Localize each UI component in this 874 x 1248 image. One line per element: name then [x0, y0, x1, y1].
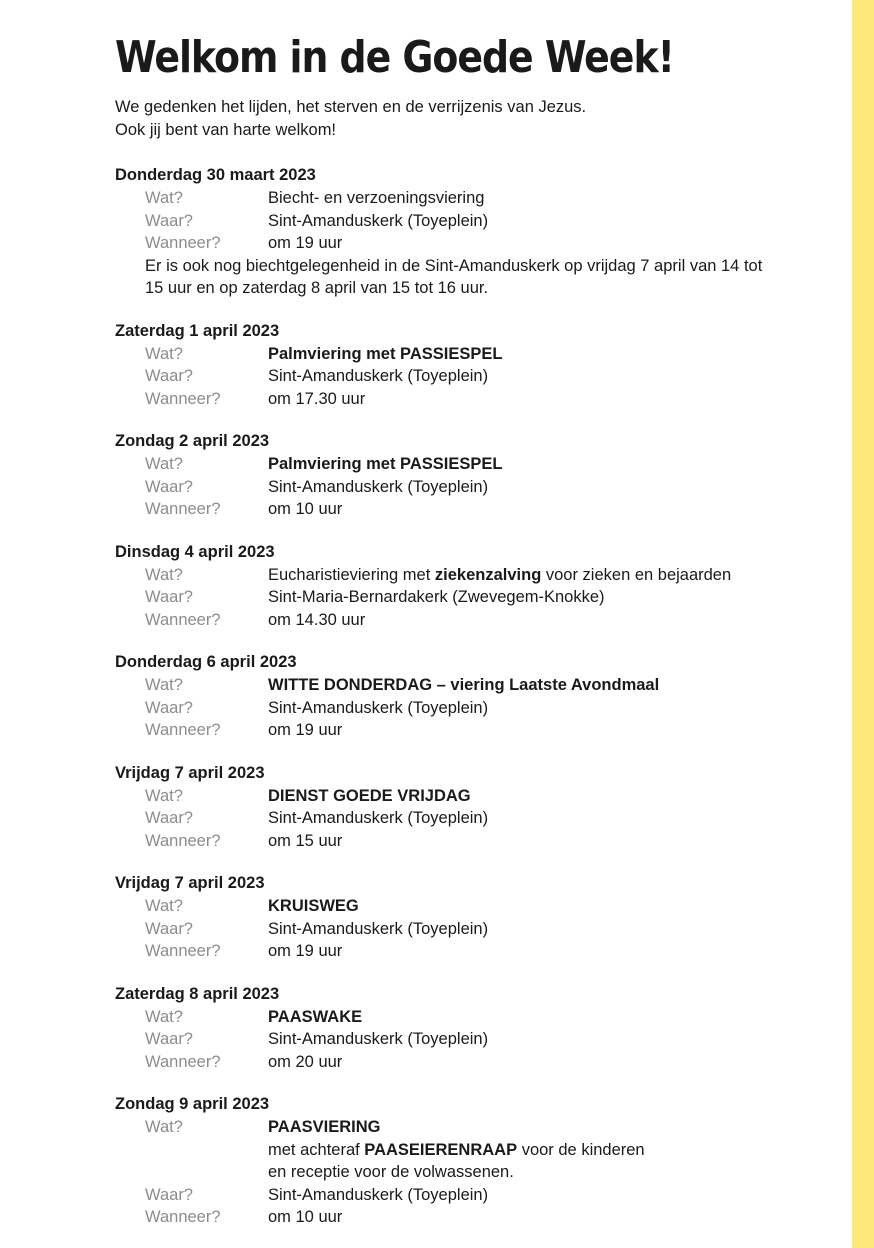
wanneer-label: Wanneer? — [145, 610, 221, 629]
waar-row — [115, 586, 835, 609]
wat-value — [268, 1161, 835, 1184]
wat-row — [115, 895, 835, 918]
wanneer-row — [115, 1051, 835, 1074]
wanneer-label: Wanneer? — [145, 500, 221, 518]
wanneer-row — [115, 498, 835, 521]
day-block — [115, 430, 835, 521]
waar-value: Sint-Amanduskerk (Toyeplein) — [268, 919, 489, 938]
day-title: Vrijdag 7 april 2023 — [115, 874, 265, 892]
waar-row — [115, 365, 835, 388]
wanneer-value: om 19 uur — [268, 234, 343, 252]
wat-value — [268, 1116, 835, 1139]
waar-value: Sint-Maria-Bernardakerk (Zwevegem-Knokke) — [268, 588, 605, 606]
wanneer-row — [115, 1206, 835, 1229]
day-block — [115, 983, 835, 1074]
waar-label: Waar? — [145, 1185, 193, 1204]
wanneer-value: om 19 uur — [268, 942, 343, 960]
wat-row — [115, 1006, 835, 1029]
wat-label: Wat? — [145, 897, 183, 915]
day-note: Er is ook nog biechtgelegenheid in de Sint-Amanduskerk op vrijdag 7 april van 14 tot 15 uur en op zaterdag 8 april van 15 tot 16 uur. — [145, 256, 763, 297]
wanneer-value: om 10 uur — [268, 1208, 343, 1226]
day-title: Vrijdag 7 april 2023 — [115, 763, 265, 782]
wanneer-label: Wanneer? — [145, 389, 221, 408]
value-text: en receptie voor de volwassenen. — [268, 1163, 514, 1181]
wat-label: Wat? — [145, 1007, 183, 1026]
highlight-text: Palmviering met PASSIESPEL — [268, 344, 503, 363]
wanneer-value: om 20 uur — [268, 1052, 343, 1071]
day-title: Dinsdag 4 april 2023 — [115, 542, 275, 561]
day-block — [115, 164, 835, 300]
day-title: Donderdag 30 maart 2023 — [115, 166, 316, 184]
wanneer-row — [115, 388, 835, 411]
wat-label: Wat? — [145, 565, 183, 584]
waar-row — [115, 918, 835, 941]
day-title: Zaterdag 8 april 2023 — [115, 984, 280, 1003]
highlight-text: Palmviering met PASSIESPEL — [268, 455, 503, 473]
waar-row — [115, 210, 835, 233]
highlight-text: PAASWAKE — [268, 1007, 363, 1026]
wat-label — [145, 1161, 268, 1184]
wanneer-label: Wanneer? — [145, 721, 221, 739]
waar-value: Sint-Amanduskerk (Toyeplein) — [268, 698, 489, 717]
day-block — [115, 762, 835, 853]
wat-value — [268, 187, 835, 210]
wanneer-value: om 17.30 uur — [268, 389, 366, 408]
wat-value — [268, 785, 835, 808]
wanneer-value: om 15 uur — [268, 831, 343, 850]
wat-row — [115, 785, 835, 808]
wat-value — [268, 453, 835, 476]
waar-label: Waar? — [145, 809, 193, 827]
wat-value — [268, 674, 835, 697]
waar-row — [115, 807, 835, 830]
wat-value — [268, 564, 835, 587]
wat-row — [115, 564, 835, 587]
value-text: voor zieken en bejaarden — [541, 565, 732, 584]
wanneer-value: om 19 uur — [268, 721, 343, 739]
highlight-text: PAASEIERENRAAP — [364, 1140, 518, 1159]
waar-label: Waar? — [145, 211, 193, 230]
wanneer-label: Wanneer? — [145, 831, 221, 850]
wanneer-value: om 10 uur — [268, 500, 343, 518]
wat-label: Wat? — [145, 189, 183, 207]
day-block — [115, 651, 835, 742]
waar-label: Waar? — [145, 588, 193, 606]
value-text: Eucharistieviering met — [268, 565, 435, 584]
wanneer-row — [115, 609, 835, 632]
wat-row — [115, 187, 835, 210]
day-block — [115, 872, 835, 963]
waar-row — [115, 1184, 835, 1207]
value-text: voor de kinderen — [517, 1140, 645, 1159]
highlight-text: PAASVIERING — [268, 1118, 381, 1136]
highlight-text: KRUISWEG — [268, 897, 359, 915]
wanneer-row — [115, 232, 835, 255]
wat-value — [268, 1139, 835, 1162]
wanneer-row — [115, 940, 835, 963]
waar-value: Sint-Amanduskerk (Toyeplein) — [268, 1185, 489, 1204]
waar-value: Sint-Amanduskerk (Toyeplein) — [268, 211, 489, 230]
wanneer-label: Wanneer? — [145, 942, 221, 960]
wat-row — [115, 1116, 835, 1139]
wanneer-label: Wanneer? — [145, 234, 221, 252]
waar-row — [115, 697, 835, 720]
waar-label: Waar? — [145, 477, 193, 496]
wat-row — [115, 674, 835, 697]
wanneer-label: Wanneer? — [145, 1208, 221, 1226]
wanneer-value: om 14.30 uur — [268, 610, 366, 629]
day-block — [115, 541, 835, 632]
day-title: Donderdag 6 april 2023 — [115, 653, 297, 671]
day-title: Zondag 2 april 2023 — [115, 432, 270, 450]
wat-value — [268, 895, 835, 918]
intro-line: Ook jij bent van harte welkom! — [115, 120, 337, 139]
highlight-text: ziekenzalving — [434, 565, 542, 584]
waar-label: Waar? — [145, 919, 193, 938]
side-stripe — [852, 0, 874, 1248]
waar-label: Waar? — [145, 367, 193, 385]
value-text: Biecht- en verzoeningsviering — [268, 189, 485, 207]
wanneer-label: Wanneer? — [145, 1052, 221, 1071]
schedule — [115, 164, 835, 1229]
wat-value — [268, 343, 835, 366]
intro-text — [115, 96, 795, 141]
wat-label: Wat? — [145, 1118, 183, 1136]
wat-value — [268, 1006, 835, 1029]
intro-line: We gedenken het lijden, het sterven en de verrijzenis van Jezus. — [115, 98, 587, 116]
wat-label: Wat? — [145, 455, 183, 473]
waar-value: Sint-Amanduskerk (Toyeplein) — [268, 367, 489, 385]
wat-row — [115, 453, 835, 476]
waar-row — [115, 1028, 835, 1051]
waar-label: Waar? — [145, 1030, 193, 1048]
day-block — [115, 1093, 835, 1229]
waar-value: Sint-Amanduskerk (Toyeplein) — [268, 1030, 489, 1048]
day-block — [115, 320, 835, 411]
wat-row — [115, 343, 835, 366]
highlight-text: DIENST GOEDE VRIJDAG — [268, 786, 471, 805]
wanneer-row — [115, 830, 835, 853]
value-text: met achteraf — [268, 1140, 365, 1159]
waar-value: Sint-Amanduskerk (Toyeplein) — [268, 477, 489, 496]
wat-label: Wat? — [145, 676, 183, 694]
waar-value: Sint-Amanduskerk (Toyeplein) — [268, 809, 489, 827]
wat-row — [115, 1139, 835, 1162]
page-title: Welkom in de Goede Week! — [115, 32, 674, 83]
wanneer-row — [115, 719, 835, 742]
waar-row — [115, 476, 835, 499]
waar-label: Waar? — [145, 698, 193, 717]
wat-row — [115, 1161, 835, 1184]
highlight-text: WITTE DONDERDAG – viering Laatste Avondmaal — [268, 676, 660, 694]
wat-label — [145, 1139, 268, 1162]
wat-label: Wat? — [145, 344, 183, 363]
wat-label: Wat? — [145, 786, 183, 805]
day-title: Zondag 9 april 2023 — [115, 1095, 270, 1113]
day-title: Zaterdag 1 april 2023 — [115, 321, 280, 340]
